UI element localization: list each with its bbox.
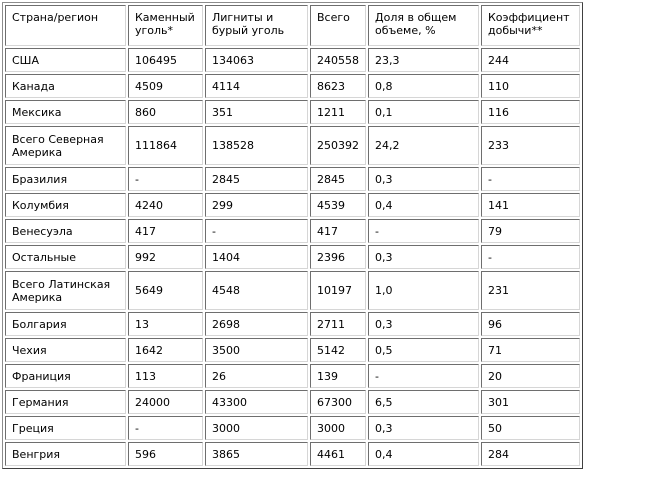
cell-production-ratio: 96 xyxy=(481,312,580,336)
cell-hard-coal: 860 xyxy=(128,100,203,124)
header-hard-coal: Каменный уголь* xyxy=(128,5,203,46)
cell-production-ratio: - xyxy=(481,167,580,191)
cell-share: 0,3 xyxy=(368,167,479,191)
cell-hard-coal: 5649 xyxy=(128,271,203,310)
cell-share: 0,4 xyxy=(368,193,479,217)
cell-hard-coal: 4509 xyxy=(128,74,203,98)
cell-share: 0,8 xyxy=(368,74,479,98)
cell-production-ratio: 79 xyxy=(481,219,580,243)
table-row xyxy=(5,100,580,124)
cell-share: 0,3 xyxy=(368,245,479,269)
cell-country: Всего Латинская Америка xyxy=(5,271,126,310)
header-total: Всего xyxy=(310,5,366,46)
cell-hard-coal: 1642 xyxy=(128,338,203,362)
cell-total: 2396 xyxy=(310,245,366,269)
table-row xyxy=(5,271,580,310)
cell-hard-coal: 106495 xyxy=(128,48,203,72)
table-row xyxy=(5,126,580,165)
cell-country: Остальные xyxy=(5,245,126,269)
table-row xyxy=(5,364,580,388)
cell-production-ratio: - xyxy=(481,245,580,269)
cell-total: 4539 xyxy=(310,193,366,217)
cell-production-ratio: 110 xyxy=(481,74,580,98)
table-row xyxy=(5,245,580,269)
header-row xyxy=(5,5,580,46)
cell-country: Колумбия xyxy=(5,193,126,217)
cell-total: 10197 xyxy=(310,271,366,310)
cell-total: 250392 xyxy=(310,126,366,165)
cell-country: Греция xyxy=(5,416,126,440)
cell-total: 139 xyxy=(310,364,366,388)
cell-country: Венесуэла xyxy=(5,219,126,243)
cell-total: 4461 xyxy=(310,442,366,466)
header-production-ratio: Коэффициент добычи** xyxy=(481,5,580,46)
table-row xyxy=(5,416,580,440)
cell-production-ratio: 233 xyxy=(481,126,580,165)
cell-total: 417 xyxy=(310,219,366,243)
cell-share: - xyxy=(368,364,479,388)
cell-country: Бразилия xyxy=(5,167,126,191)
cell-hard-coal: 992 xyxy=(128,245,203,269)
cell-country: Франиция xyxy=(5,364,126,388)
cell-lignite: 2698 xyxy=(205,312,308,336)
cell-share: 1,0 xyxy=(368,271,479,310)
cell-hard-coal: - xyxy=(128,167,203,191)
cell-lignite: 134063 xyxy=(205,48,308,72)
cell-hard-coal: 417 xyxy=(128,219,203,243)
cell-country: Болгария xyxy=(5,312,126,336)
cell-lignite: 299 xyxy=(205,193,308,217)
cell-share: 0,3 xyxy=(368,416,479,440)
cell-lignite: 43300 xyxy=(205,390,308,414)
cell-country: Всего Северная Америка xyxy=(5,126,126,165)
cell-total: 240558 xyxy=(310,48,366,72)
cell-lignite: 1404 xyxy=(205,245,308,269)
cell-lignite: 138528 xyxy=(205,126,308,165)
cell-hard-coal: 113 xyxy=(128,364,203,388)
cell-share: - xyxy=(368,219,479,243)
cell-total: 8623 xyxy=(310,74,366,98)
cell-total: 2845 xyxy=(310,167,366,191)
cell-lignite: 3500 xyxy=(205,338,308,362)
coal-reserves-table xyxy=(2,2,583,469)
cell-country: Мексика xyxy=(5,100,126,124)
cell-country: Венгрия xyxy=(5,442,126,466)
cell-country: Чехия xyxy=(5,338,126,362)
cell-hard-coal: 596 xyxy=(128,442,203,466)
cell-lignite: 351 xyxy=(205,100,308,124)
cell-share: 23,3 xyxy=(368,48,479,72)
cell-production-ratio: 50 xyxy=(481,416,580,440)
cell-hard-coal: 13 xyxy=(128,312,203,336)
cell-production-ratio: 244 xyxy=(481,48,580,72)
cell-total: 2711 xyxy=(310,312,366,336)
cell-lignite: 3000 xyxy=(205,416,308,440)
table-row xyxy=(5,442,580,466)
cell-lignite: 4548 xyxy=(205,271,308,310)
table-row xyxy=(5,167,580,191)
cell-total: 67300 xyxy=(310,390,366,414)
cell-total: 3000 xyxy=(310,416,366,440)
header-share: Доля в общем объеме, % xyxy=(368,5,479,46)
table-row xyxy=(5,312,580,336)
cell-production-ratio: 284 xyxy=(481,442,580,466)
cell-production-ratio: 301 xyxy=(481,390,580,414)
cell-lignite: - xyxy=(205,219,308,243)
cell-share: 0,1 xyxy=(368,100,479,124)
cell-production-ratio: 71 xyxy=(481,338,580,362)
cell-hard-coal: 24000 xyxy=(128,390,203,414)
cell-total: 5142 xyxy=(310,338,366,362)
cell-country: Канада xyxy=(5,74,126,98)
header-lignite: Лигниты и бурый уголь xyxy=(205,5,308,46)
cell-share: 6,5 xyxy=(368,390,479,414)
cell-share: 0,5 xyxy=(368,338,479,362)
cell-country: США xyxy=(5,48,126,72)
header-country: Страна/регион xyxy=(5,5,126,46)
cell-production-ratio: 231 xyxy=(481,271,580,310)
table-row xyxy=(5,48,580,72)
cell-total: 1211 xyxy=(310,100,366,124)
table-row xyxy=(5,219,580,243)
table-row xyxy=(5,74,580,98)
cell-country: Германия xyxy=(5,390,126,414)
cell-hard-coal: 111864 xyxy=(128,126,203,165)
cell-production-ratio: 20 xyxy=(481,364,580,388)
table-row xyxy=(5,390,580,414)
cell-hard-coal: 4240 xyxy=(128,193,203,217)
table-row xyxy=(5,338,580,362)
cell-share: 24,2 xyxy=(368,126,479,165)
cell-hard-coal: - xyxy=(128,416,203,440)
cell-lignite: 2845 xyxy=(205,167,308,191)
cell-lignite: 4114 xyxy=(205,74,308,98)
cell-lignite: 26 xyxy=(205,364,308,388)
cell-share: 0,3 xyxy=(368,312,479,336)
table-row xyxy=(5,193,580,217)
cell-production-ratio: 141 xyxy=(481,193,580,217)
cell-lignite: 3865 xyxy=(205,442,308,466)
cell-production-ratio: 116 xyxy=(481,100,580,124)
cell-share: 0,4 xyxy=(368,442,479,466)
